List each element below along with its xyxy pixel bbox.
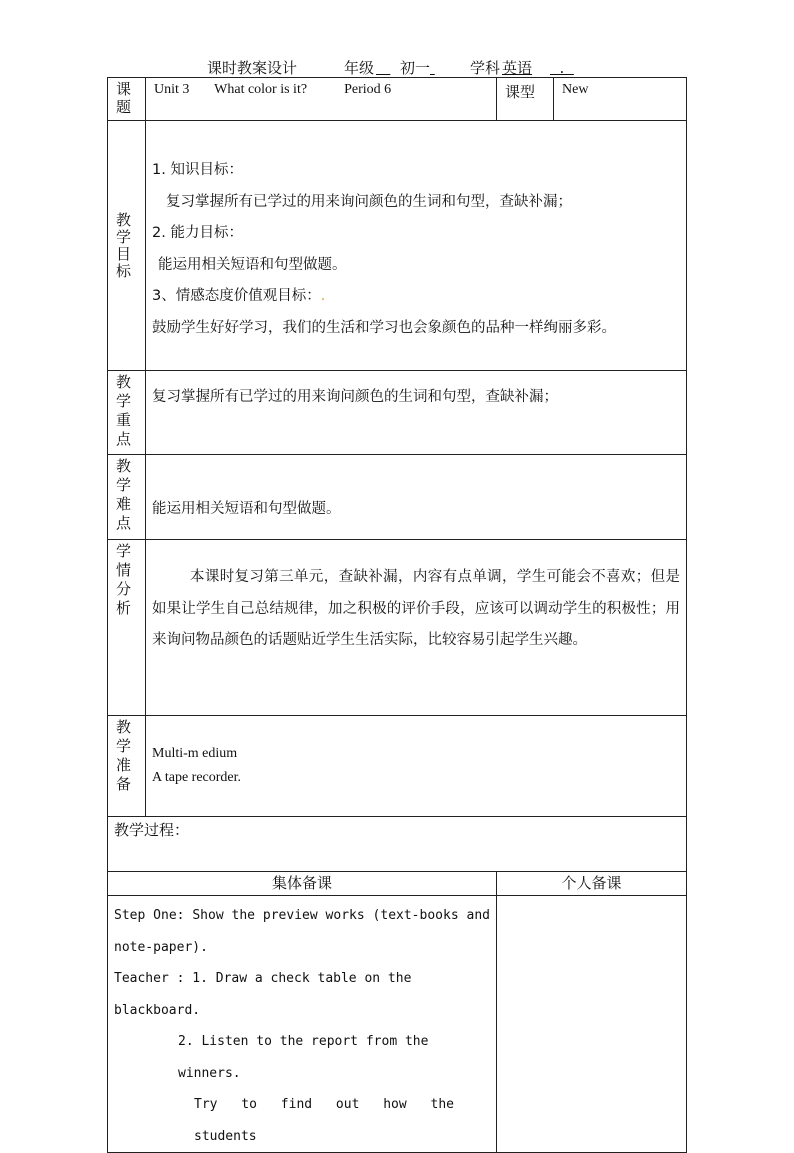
emotion-heading-line (152, 281, 686, 313)
lesson-type-label: 课型 (497, 78, 554, 121)
grade-value-blank (376, 57, 390, 79)
analysis-row (108, 540, 687, 716)
teacher-line-2: 2. Listen to the report from the winners. (178, 1034, 429, 1081)
key-points-row (108, 371, 687, 455)
objectives-label: 教学目标 (108, 121, 146, 371)
process-content-row (108, 896, 687, 1153)
process-row (108, 817, 687, 872)
preparation-label: 教学准备 (108, 716, 146, 817)
key-points-label: 教学重点 (108, 371, 146, 455)
lesson-plan-table (107, 77, 687, 1153)
process-label: 教学过程： (108, 817, 687, 872)
emotion-heading: 3、情感态度价值观目标： (152, 288, 321, 304)
preparation-item-1: Multi-m edium (152, 746, 238, 761)
step-one: Step One: Show the preview works (text-books and note-paper). (114, 908, 490, 955)
emotion-text: 鼓励学生好好学习，我们的生活和学习也会象颜色的品种一样绚丽多彩。 (152, 319, 616, 336)
subject-label: 学科 (470, 59, 501, 77)
process-header-row (108, 872, 687, 896)
unit-number: Unit 3 (154, 82, 190, 97)
teacher-line-3: Try to find out how the students (194, 1097, 455, 1144)
preparation-row (108, 716, 687, 817)
preparation-item-2: A tape recorder. (152, 770, 242, 785)
collective-prep-header: 集体备课 (108, 872, 497, 896)
subject-value-underline: . (550, 59, 574, 77)
difficulties-text: 能运用相关短语和句型做题。 (146, 455, 687, 540)
ability-heading: 2. 能力目标： (152, 225, 243, 241)
grade-label: 年级 (344, 59, 375, 77)
personal-prep-header: 个人备课 (497, 872, 687, 896)
subject-value: 英语 (502, 59, 533, 77)
unit-title: What color is it? (214, 82, 308, 97)
key-points-text: 复习掌握所有已学过的用来询问颜色的生词和句型，查缺补漏； (146, 371, 687, 455)
ability-text: 能运用相关短语和句型做题。 (158, 256, 347, 273)
preparation-content (146, 716, 687, 817)
lesson-type-value: New (554, 78, 687, 121)
topic-label: 课题 (108, 78, 146, 121)
difficulties-label: 教学难点 (108, 455, 146, 540)
knowledge-heading: 1. 知识目标： (152, 162, 243, 178)
topic-cell (146, 78, 497, 121)
difficulties-row (108, 455, 687, 540)
personal-prep-content (497, 896, 687, 1153)
objectives-row (108, 121, 687, 371)
document-title: 课时教案设计 (207, 59, 298, 77)
analysis-text: 本课时复习第三单元，查缺补漏，内容有点单调，学生可能会不喜欢；但是如果让学生自己总结规律，加之积极的评价手段，应该可以调动学生的积极性；用来询问物品颜色的话题贴近学生生活实际，比较容易引起学生兴趣。 (146, 540, 687, 716)
page-header (0, 57, 794, 79)
knowledge-text: 复习掌握所有已学过的用来询问颜色的生词和句型，查缺补漏； (166, 193, 572, 210)
objectives-content (146, 121, 687, 371)
topic-row (108, 78, 687, 121)
collective-prep-content (108, 896, 497, 1153)
period: Period 6 (344, 82, 392, 97)
grade-value-underline (430, 57, 435, 79)
teacher-line-1: Teacher : 1. Draw a check table on the blackboard. (114, 971, 412, 1018)
dot-mark: . (320, 288, 326, 304)
grade-value: 初一 (400, 59, 431, 77)
analysis-label: 学情分析 (108, 540, 146, 716)
